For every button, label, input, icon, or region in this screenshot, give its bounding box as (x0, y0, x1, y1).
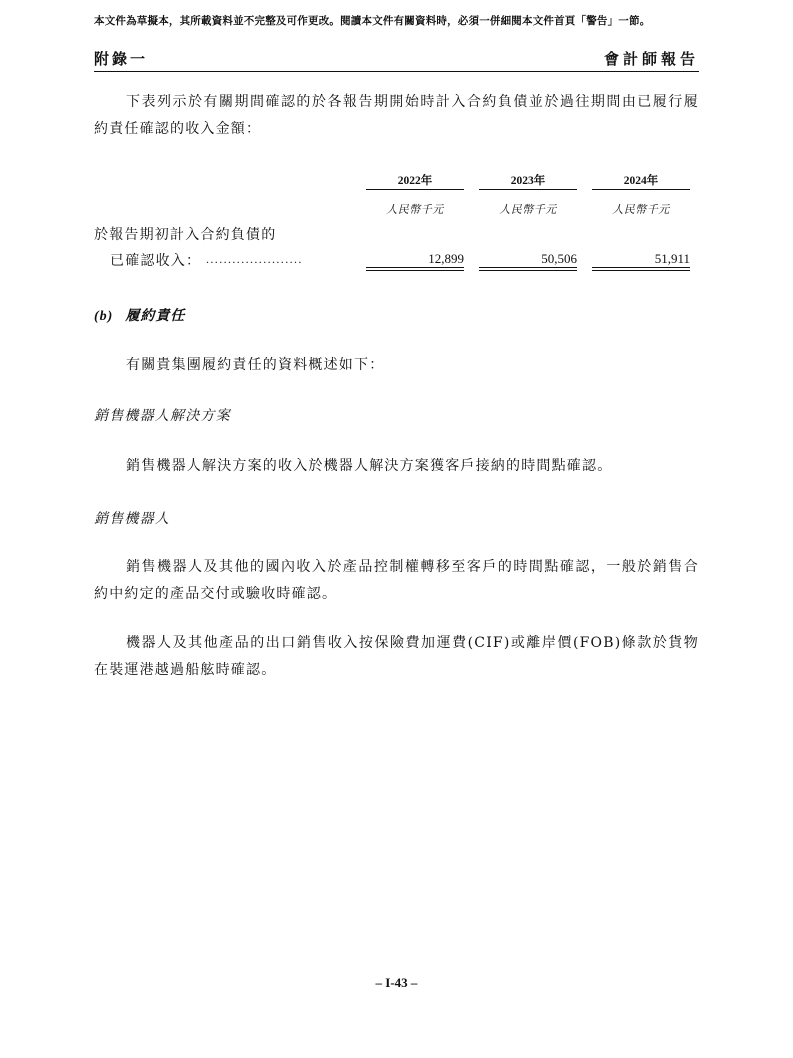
column-unit: 人民幣千元 (386, 203, 444, 216)
value-2024: 51,911 (654, 251, 690, 266)
column-header-2022: 2022年 (397, 175, 433, 187)
column-header-2024: 2024年 (623, 175, 659, 187)
header-rule (94, 71, 699, 72)
robot-solutions-paragraph: 銷售機器人解決方案的收入於機器人解決方案獲客戶接納的時間點確認。 (126, 458, 613, 474)
value-2023: 50,506 (541, 251, 577, 266)
draft-disclaimer: 本文件為草擬本，其所載資料並不完整及可作更改。閱讀本文件有關資料時，必須一併細閱本文件首頁「警告」一節。 (94, 15, 651, 27)
column-header-rule (366, 189, 464, 190)
section-b-heading (94, 305, 185, 325)
column-header-rule (592, 189, 690, 190)
value-2022: 12,899 (428, 251, 464, 266)
column-unit: 人民幣千元 (499, 203, 557, 216)
page-header (94, 48, 699, 70)
domestic-sales-paragraph: 銷售機器人及其他的國內收入於產品控制權轉移至客戶的時間點確認，一般於銷售合約中約定的產品交付或驗收時確認。 (94, 559, 699, 602)
subheading-robot-sales: 銷售機器人 (94, 511, 170, 527)
page-number: – I-43 – (375, 975, 418, 990)
subheading-robot-solutions: 銷售機器人解決方案 (94, 408, 231, 424)
obligation-summary-paragraph: 有關貴集團履約責任的資料概述如下： (126, 357, 385, 373)
appendix-title: 附錄一 (94, 50, 149, 68)
total-double-rule (366, 267, 464, 271)
total-double-rule (592, 267, 690, 271)
leader-dots: ...................... (206, 252, 303, 266)
column-header-2023: 2023年 (510, 175, 546, 187)
section-title: 會計師報告 (603, 50, 699, 68)
section-b-marker: (b) (94, 309, 114, 324)
row-label-line1: 於報告期初計入合約負債的 (94, 227, 277, 243)
row-label-line2: 已確認收入： (110, 253, 202, 269)
section-b-title: 履約責任 (125, 308, 186, 324)
column-unit: 人民幣千元 (612, 203, 670, 216)
intro-paragraph: 下表列示於有關期間確認的於各報告期開始時計入合約負債並於過往期間由已履行履約責任確認的收入金額： (94, 94, 699, 137)
export-sales-paragraph: 機器人及其他產品的出口銷售收入按保險費加運費(CIF)或離岸價(FOB)條款於貨物在裝運港越過船舷時確認。 (94, 635, 699, 678)
total-double-rule (479, 267, 577, 271)
column-header-rule (479, 189, 577, 190)
